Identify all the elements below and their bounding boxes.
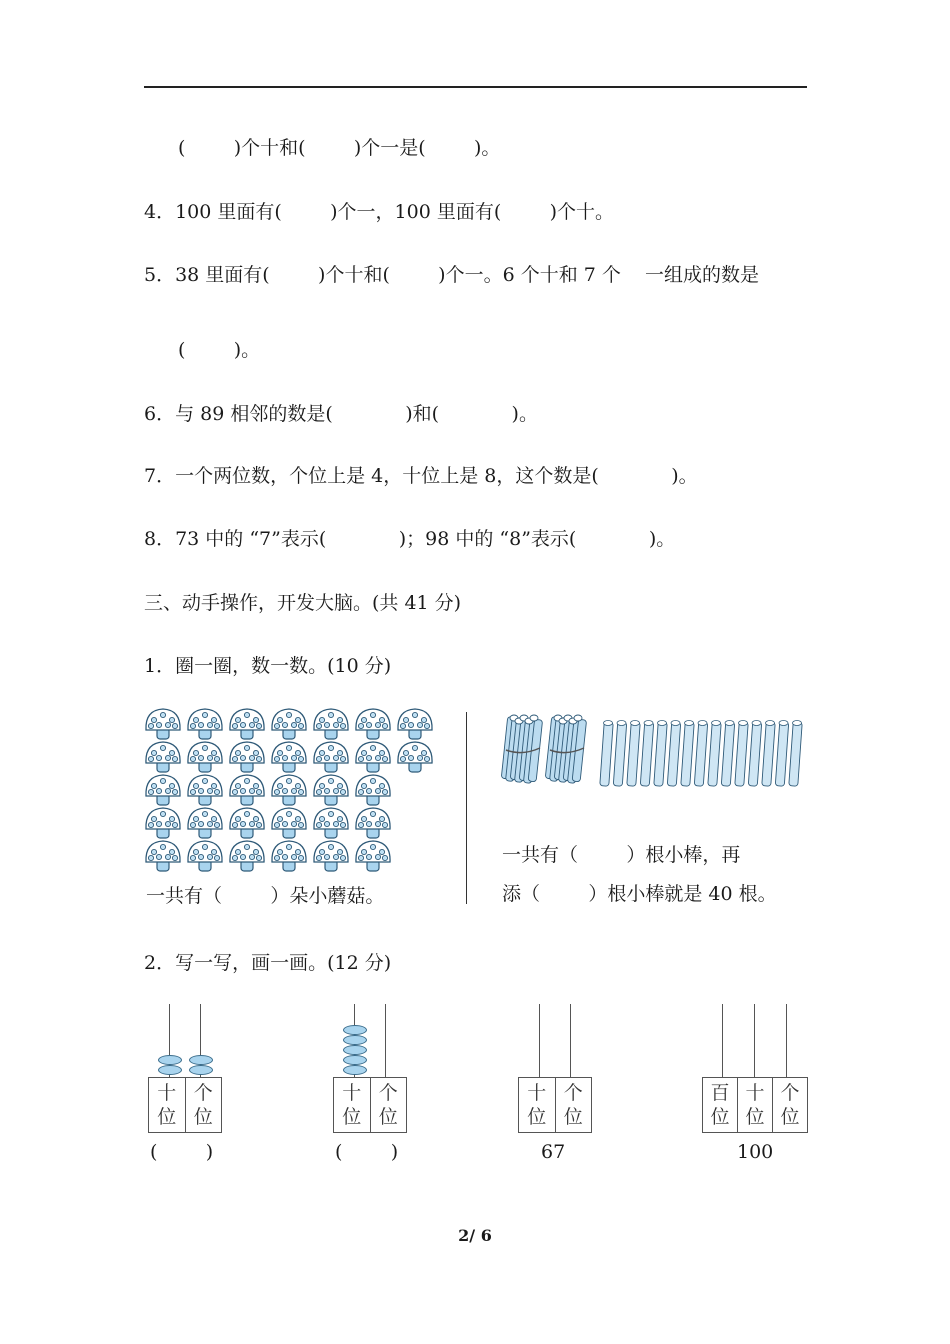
place-value-box	[518, 1077, 592, 1133]
mushroom-icon	[356, 841, 390, 871]
tens-place-cell: 十 位	[334, 1078, 371, 1132]
stick-icon	[735, 721, 748, 787]
sticks-caption-1: 一共有（ ）根小棒，再	[502, 844, 741, 866]
mushroom-icon	[188, 775, 222, 805]
bead	[189, 1055, 213, 1065]
mushroom-icon	[146, 808, 180, 838]
ones-place-cell: 个 位	[780, 1082, 800, 1128]
mushroom-icon	[398, 709, 432, 739]
hundreds-rod	[722, 1004, 723, 1078]
page-number: 2/ 6	[458, 1226, 492, 1245]
answer-blank: ( )	[150, 1141, 214, 1163]
section-3-title: 三、动手操作，开发大脑。(共 41 分)	[144, 592, 462, 614]
vertical-divider	[466, 712, 467, 904]
header-rule	[144, 86, 807, 88]
question-3-1-title: 1．圈一圈，数一数。(10 分)	[144, 655, 392, 677]
mushroom-grid	[140, 704, 440, 874]
stick-icon	[613, 721, 626, 787]
mushroom-icon	[356, 775, 390, 805]
mushroom-icon	[146, 841, 180, 871]
question-7: 7．一个两位数，个位上是 4，十位上是 8，这个数是( )。	[144, 465, 698, 487]
place-value-box	[333, 1077, 407, 1133]
mushroom-icon	[188, 841, 222, 871]
mushroom-icon	[272, 775, 306, 805]
stick-icon	[721, 721, 734, 787]
bead	[189, 1065, 213, 1075]
mushroom-icon	[230, 742, 264, 772]
ones-rod	[385, 1004, 386, 1078]
mushroom-icon	[272, 709, 306, 739]
mushroom-icon	[314, 841, 348, 871]
place-value-box	[148, 1077, 222, 1133]
mushroom-caption: 一共有（ ）朵小蘑菇。	[146, 885, 385, 907]
question-3-2-title: 2．写一写，画一画。(12 分)	[144, 952, 392, 974]
tens-place-cell: 十 位	[519, 1078, 556, 1132]
stick-icon	[775, 721, 788, 787]
mushroom-icon	[230, 775, 264, 805]
stick-icon	[694, 721, 707, 787]
stick-illustration	[496, 708, 816, 798]
stick-icon	[708, 721, 721, 787]
mushroom-icon	[356, 808, 390, 838]
stick-icon	[762, 721, 775, 787]
question-6: 6．与 89 相邻的数是( )和( )。	[144, 403, 538, 425]
mushroom-icon	[146, 775, 180, 805]
stick-icon	[667, 721, 680, 787]
sticks-caption-2: 添（ ）根小棒就是 40 根。	[502, 883, 777, 905]
place-value-box	[702, 1077, 808, 1133]
ones-rod	[786, 1004, 787, 1078]
mushroom-icon	[314, 775, 348, 805]
mushroom-icon	[188, 808, 222, 838]
stick-icon	[789, 721, 802, 787]
question-8: 8．73 中的 “7”表示( )；98 中的 “8”表示( )。	[144, 528, 676, 550]
bead	[158, 1055, 182, 1065]
mushroom-icon	[356, 742, 390, 772]
mushroom-icon	[314, 742, 348, 772]
stick-icon	[640, 721, 653, 787]
bead	[343, 1025, 367, 1035]
mushroom-icon	[230, 808, 264, 838]
mushroom-icon	[230, 841, 264, 871]
mushroom-icon	[146, 709, 180, 739]
mushroom-icon	[272, 841, 306, 871]
stick-icon	[681, 721, 694, 787]
mushroom-icon	[398, 742, 432, 772]
bead	[343, 1045, 367, 1055]
ones-place-cell: 个 位	[193, 1082, 213, 1128]
bead	[158, 1065, 182, 1075]
mushroom-icon	[272, 742, 306, 772]
stick-bundle-icon	[545, 715, 586, 783]
mushroom-icon	[188, 709, 222, 739]
mushroom-icon	[314, 808, 348, 838]
ones-rod	[570, 1004, 571, 1078]
tens-place-cell: 十 位	[149, 1078, 186, 1132]
answer-blank: ( )	[335, 1141, 399, 1163]
stick-icon	[600, 721, 613, 787]
hundreds-place-cell: 百 位	[703, 1078, 738, 1132]
tens-rod	[754, 1004, 755, 1078]
number-label: 100	[737, 1141, 774, 1163]
stick-bundle-icon	[501, 715, 542, 783]
mushroom-icon	[146, 742, 180, 772]
mushroom-icon	[314, 709, 348, 739]
bead	[343, 1055, 367, 1065]
mushroom-icon	[188, 742, 222, 772]
bead	[343, 1035, 367, 1045]
tens-place-cell: 十 位	[738, 1078, 773, 1132]
mushroom-icon	[356, 709, 390, 739]
ones-place-cell: 个 位	[378, 1082, 398, 1128]
question-5-line-1: 5．38 里面有( )个十和( )个一。6 个十和 7 个 一组成的数是	[144, 264, 760, 286]
mushroom-icon	[272, 808, 306, 838]
number-label: 67	[541, 1141, 566, 1163]
question-3-continuation: ( )个十和( )个一是( )。	[178, 137, 501, 159]
stick-icon	[748, 721, 761, 787]
mushroom-icon	[230, 709, 264, 739]
question-5-line-2: ( )。	[178, 339, 261, 361]
stick-icon	[627, 721, 640, 787]
ones-place-cell: 个 位	[563, 1082, 583, 1128]
tens-rod	[539, 1004, 540, 1078]
stick-icon	[654, 721, 667, 787]
bead	[343, 1065, 367, 1075]
question-4: 4．100 里面有( )个一，100 里面有( )个十。	[144, 201, 614, 223]
